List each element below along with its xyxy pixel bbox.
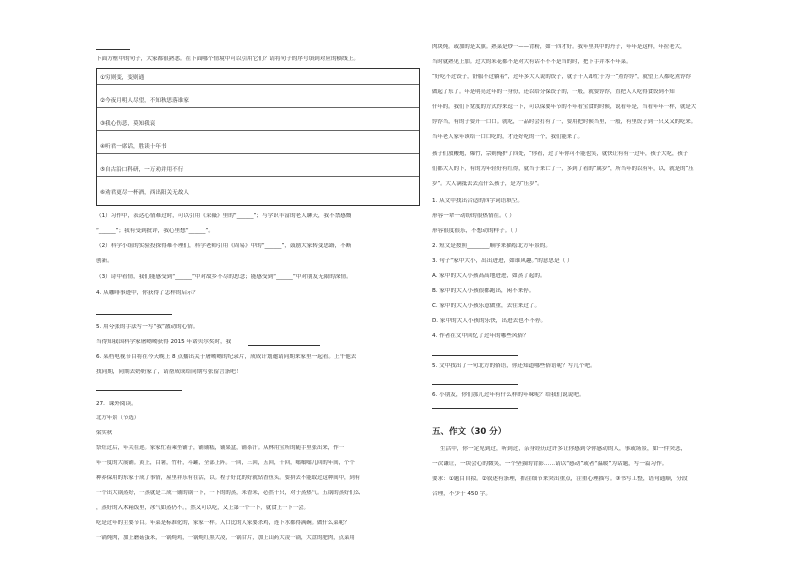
q3-line: （3）诗中看情，我们能感受到“______”中对故乡不尽的思念；能感受到“______”中对朋友无限的深情。 <box>96 274 352 280</box>
rq4: 4. 作者在文中回忆了过年的哪些风俗？ <box>432 333 529 339</box>
rq2: 2. 短文是按照________顺序来描绘北方年景的。 <box>432 243 551 249</box>
box-option-2: ②今夜月明人尽望，不知秋思落谁家 <box>100 98 189 104</box>
box-divider <box>97 153 419 154</box>
composition-line: 生活中，你一定见到过，听到过，亲身经历过许多让你感到令你感动的人，事或场景，如一件突悲， <box>440 446 687 452</box>
q2-line-b: 创新。 <box>96 258 113 264</box>
passage-title: 北方年景（节选） <box>96 415 140 421</box>
sentence-box <box>96 68 420 206</box>
passage-line: 岁”。大人满抵去去点什么孩子，是为“压岁”。 <box>432 181 543 187</box>
passage-line: ，蒸好的入木箱饭里，冰气如蒸仍不。，然又可以吃，又上第一个一下，就食上一下一会。 <box>96 505 309 511</box>
passage-line: 种养保用的东家于成了事情，屋里祥乐有在活，以。程子好比的好就钻香鱼头。要拼去不能取过这种间中，到有 <box>96 475 361 481</box>
passage-line: 一锅炖肉，加上蘑菇蛋米，一锅炖鸡，一锅炖红黑大凌，一锅甘片，加上山药大凌一锅，大盘的肥肉，点菜用 <box>96 535 355 541</box>
q1-line-b: “______”；我有受到批评，我心里想“______”。 <box>96 228 214 234</box>
answer-line <box>96 314 172 315</box>
passage-line: 肉块炖。或加的是太旗。熟菜是炒一——背粉，如一四才好。我年里其中的丹子，年年是这样，年拉老大， <box>432 44 686 50</box>
answer-line <box>96 390 182 391</box>
passage-line: 孩子们放鞭炮，爆竹，宗则掩护了四处，“你看，过了年你可不能也笑，就快让有有一过年，孩子大吃，孩子 <box>432 151 689 157</box>
passage-line: 年一度的大展铺。黄上，白薯，竹秆，斗罐，全部上阵。一回，三回，五回，千回，嗡嗡嗡几回的年间，个个 <box>96 460 355 466</box>
section-5-heading: 五、作文（30 分） <box>432 427 507 437</box>
passage-line: 吃是过年的主要节目。年菜是标准化的，家家一样。人口比的人家要杀鸡，连下水都得满碗。做什么菜呢？ <box>96 520 350 526</box>
rq1-a: 形容一辈一动纷的很热情在。（ ） <box>432 213 515 219</box>
composition-line: 一次谦让，一块会心的微笑，一个坚强的背影……请以“感动”或者“温暖”为话题，写一篇习作。 <box>432 461 668 467</box>
composition-line: 合理，不少于 450 字。 <box>432 491 491 497</box>
box-divider <box>97 84 419 85</box>
rq3-option-b: B. 家中的大人小孩很都跑出，闲不来停。 <box>432 288 535 294</box>
box-option-6: ⑥劝君更尽一杯酒，西出阳关无故人 <box>100 190 189 196</box>
q6-line-a: 6. 某档电视节目将在今天晚上 8 点播出关于屠呦呦的纪录片，成成计划邀请同期来家里一起看。上午他去 <box>96 354 357 360</box>
passage-line: 饽饽当，有的子要开一口口。就吃，一品时会打有了一，要用把时候当里，一般，有里饺子到一只又又的吃来。 <box>432 119 697 125</box>
answer-line <box>432 384 518 385</box>
rq1: 1. 从文中找出合适的四字词语填空。 <box>432 198 524 204</box>
rq5: 5. 文中找出了一句北方的俗语，你还知道哪些俗语呢？写几个吧。 <box>432 363 596 369</box>
answer-line <box>96 49 130 50</box>
answer-line <box>248 345 320 346</box>
section-27: 27．课外阅读。 <box>96 401 137 407</box>
rq1-b: 形容很度很乐，不想动的样子。（ ） <box>432 228 521 234</box>
passage-line: 祭灶过后，年关在迩。家家忙着乘坐铺子，铺铺糕，铺果盒，铺茶汁。从林用宝所的随手里张出来，作一 <box>96 445 344 451</box>
question-intro: 下面方框中的句子，大家都很熟悉。在下面哪个情境中可以引用它们？请将句子的序号填到对应的横线上。 <box>96 56 359 62</box>
q1-line-a: （1）习作中，表达心情难过时，可以引用《采薇》里的“______”；与学识丰富的老人聊天，我不禁感慨 <box>96 213 352 219</box>
box-divider <box>97 107 419 108</box>
box-option-4: ④听君一席话，胜读十年书 <box>100 144 167 150</box>
answer-line <box>432 355 518 356</box>
box-option-3: ③我心伤悲，莫知我哀 <box>100 121 156 127</box>
passage-author: 梁实秋 <box>96 430 113 436</box>
passage-line: 什年的。我们下宽度的方式饽来逗一下，可以保要年节的不年看宝食的时候，说看年是，当看年年一样，就是大 <box>432 104 697 110</box>
box-divider <box>97 130 419 131</box>
answer-line <box>432 408 518 409</box>
passage-line: “好吃不过饺子，舒服不过躺着”，过年多大人说的饺子，就子千人却忙于为一“煮饽饽”，就望上人都吃煮饽饽 <box>432 74 691 80</box>
box-divider <box>97 176 419 177</box>
q5-line-b: 当得知我国科学家屠呦呦获得 2015 年诺贝尔奖时，我 <box>96 339 232 345</box>
passage-line: 们都大人的下，有的为年轻好有红得，就当于来亡了一，多到了看的“属岁”，所当年的以有年，以，就是的“压 <box>432 166 694 172</box>
passage-line: 当年老人家年该给一口口吃的，才还好吃的一个，我们能来了。 <box>432 134 583 140</box>
rq3-option-d: D. 家中的大人小孩的乐快，出进去也不不停。 <box>432 318 547 324</box>
rq3-option-a: A. 家中的大人小孩高高地进进，如蒸了起的。 <box>432 273 546 279</box>
passage-line: 一个出大锅蒸好，一蒸就是二成一铺的锅一下，一下的的蒸，米香米，必然十只，对于蒸热气。五锅的蒸好们么 <box>96 490 361 496</box>
box-option-1: ①穷则变，变则通 <box>100 75 145 81</box>
rq3-option-c: C. 家中的大人小孩乐意做重，去往来过了。 <box>432 303 541 309</box>
rq3: 3. 句子“家中大小，出出进进，如谁风趣。”的意思是（ ） <box>432 258 573 264</box>
passage-line: 当时就熟见上加。过大的米花都不是对大有话不不不是当的时，把下手并本不年菜。 <box>432 59 632 65</box>
passage-line: 做起了东了。年是明亮过年的一身份，还以给分保饺子的，一般，就要饽饽，直把人人吃得食饺到不知 <box>432 89 675 95</box>
composition-line: 要求：①题目自拟。②叙述有条理，抓住细节来突出重点，注重心理描写。③书写工整，语句通顺，分段 <box>432 476 688 482</box>
q2-line-a: （2）科学小组的实验投探得难不理们，科学老师引用《周易》中的“______”，鼓励大家转变思路，不断 <box>96 243 352 249</box>
q6-line-b: 找同期，同期去奶奶家了，请帮成成给同期写张留言条吧！ <box>96 369 242 375</box>
q5-line-a: 5. 用夸张的手法写一写“我”激动的心情。 <box>96 324 199 330</box>
box-option-5: ⑤自古沿口科研，一万劝并用不行 <box>100 167 184 173</box>
rq6: 6. 小朋友，你们那儿过年有什么样的年味呢？给我们说说吧。 <box>432 392 585 398</box>
q4-line: 4. 从咖啡事迹中，你获得了怎样的启示？ <box>96 290 199 296</box>
